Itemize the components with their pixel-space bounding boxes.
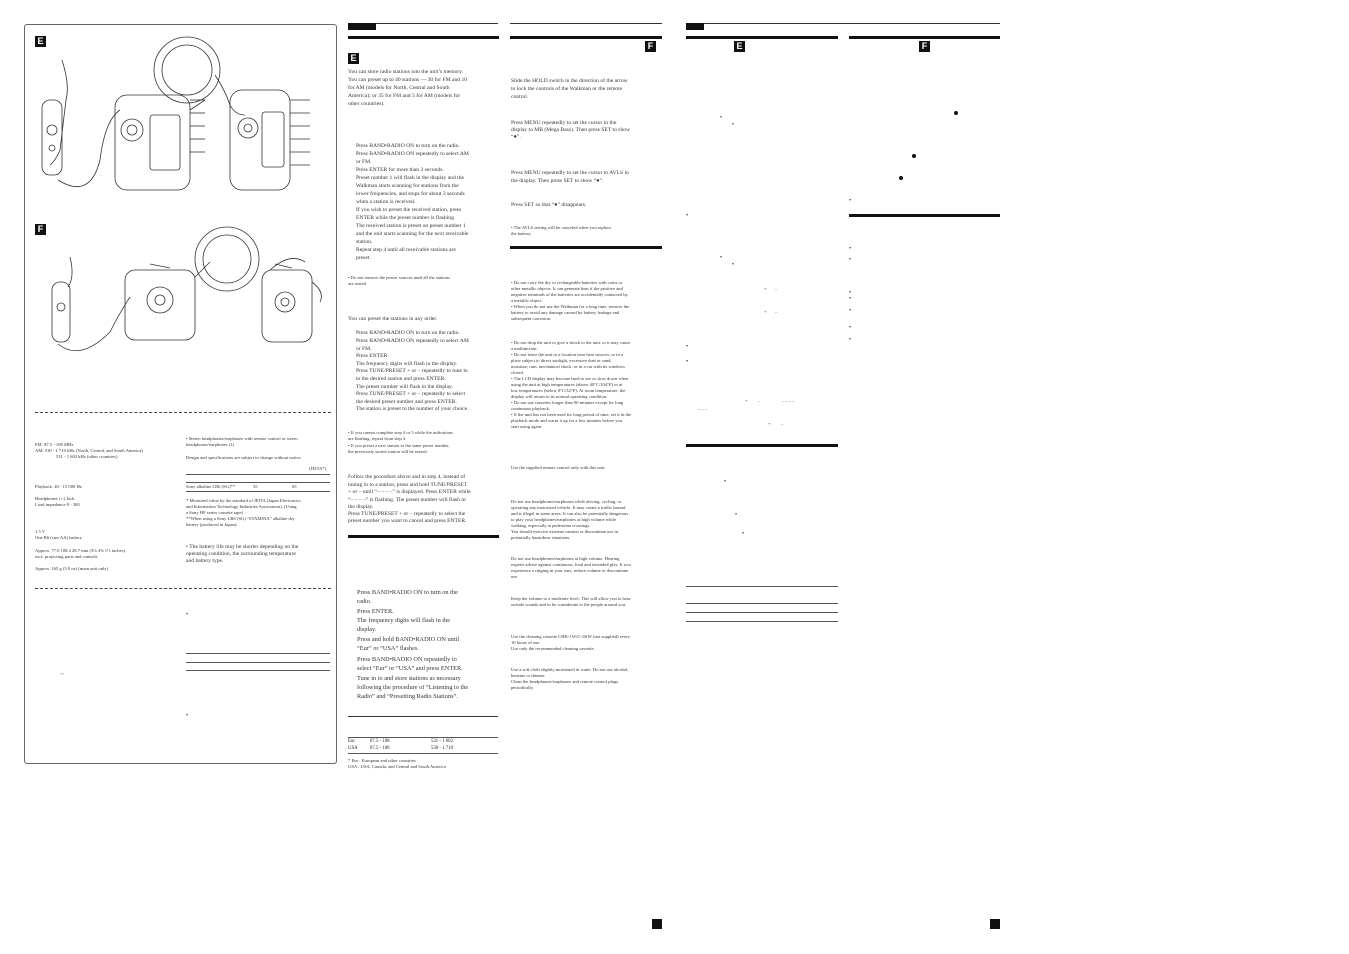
precautions-section-bar	[510, 246, 662, 249]
spec-accessory-2: headphones/earphones (1)	[186, 442, 235, 447]
col4-section-bar	[686, 36, 838, 39]
col5-section-bar-2	[849, 214, 1000, 217]
battery-life-note-3: and battery type.	[186, 558, 224, 564]
page-marker-left	[652, 919, 662, 929]
manual-note-1: • If you cannot complete step 4 or 5 while the indications	[348, 430, 454, 435]
battery-table-bottom	[186, 491, 330, 492]
col4-rule-1	[686, 586, 838, 587]
avls-note-2: the battery.	[511, 231, 532, 236]
col5-bullet-8: •	[849, 337, 852, 343]
battery-table-mid	[186, 482, 330, 483]
col2-header-tab	[348, 23, 376, 30]
col4-bullet-9: •	[735, 512, 738, 518]
mb-text-2: display to MB (Mega Bass). Then press SET to show	[511, 127, 631, 133]
cleaning-2: 10 hours of use.	[511, 640, 541, 645]
col4-header-tab	[686, 23, 704, 30]
spec-jeita: (JEITA*)	[309, 466, 327, 471]
area-table-rule	[348, 716, 498, 717]
badge-f-col3: F	[645, 41, 656, 52]
col3-section-bar	[510, 36, 662, 39]
manual-note-4: the previously stored station will be erased.	[348, 449, 428, 454]
battery-hours-2: 65	[292, 484, 297, 489]
cleaning-3: Use only the recommended cleaning cassette.	[511, 646, 595, 651]
walkman-illustration-e	[30, 30, 330, 220]
col5-bullet-3: •	[849, 257, 852, 263]
hold-text-3: control.	[511, 94, 529, 100]
area-note-usa: USA : USA, Canada, and Central and South America	[348, 764, 446, 769]
spec-playback: Playback: 40 - 15 000 Hz	[35, 484, 82, 489]
col5-bullet-2: •	[849, 246, 852, 252]
walkman-illustration-f	[30, 222, 330, 362]
panel-divider-2	[35, 588, 331, 589]
spec-dimensions: Approx. 77.0 108.4 28.7 mm (3⅛ 4⅜ 1⅓ inches),	[35, 548, 127, 553]
col4-dashes-2: – – –	[698, 406, 708, 411]
col4-minus-3: –	[758, 398, 761, 403]
headphone-symbol-icon: ◠	[60, 672, 65, 677]
col5-dot-2	[912, 154, 916, 158]
area-note-eur: * Eur : European and other countries	[348, 758, 416, 763]
col4-rule-4	[686, 621, 838, 622]
spec-power-battery: One R6 (size AA) battery	[35, 535, 82, 540]
col5-bullet-4: •	[849, 290, 852, 296]
spec-accessory-1: • Stereo headphones/earphones with remote control or stereo	[186, 436, 298, 441]
col3-top-rule	[510, 23, 662, 24]
area-table-bottom	[348, 753, 498, 754]
footnote-star-1: * Measured value by the standard of JEITA (Japan Electronics	[186, 498, 301, 503]
col5-section-bar	[849, 36, 1000, 39]
hold-text-1: Slide the HOLD switch in the direction of the arrow	[511, 78, 628, 84]
footnote-dstar-1: **When using a Sony LR6 (SG) “STAMINA” alkaline dry	[186, 516, 295, 521]
col4-bullet-7: •	[686, 359, 689, 365]
col5-bullet-5: •	[849, 296, 852, 302]
table-row: Eur 87.5 - 108 531 - 1 602	[348, 739, 453, 744]
badge-e-col4: E	[734, 41, 745, 52]
badge-f-top: F	[35, 224, 46, 235]
col4-section-bar-2	[686, 444, 838, 447]
footnote-star-2: and Information Technology Industries Association). (Using	[186, 504, 297, 509]
panel-divider-1	[35, 412, 331, 413]
badge-e-top: E	[35, 36, 46, 47]
col4-bullet-1: •	[720, 115, 723, 121]
panel-rule-1	[186, 653, 330, 654]
col4-plus-3: +	[745, 398, 748, 403]
spec-radio-am-other: 531 - 1 602 kHz (other countries)	[56, 454, 118, 459]
col4-bullet-2: •	[732, 122, 735, 128]
col4-dashes-1: – – – –	[782, 398, 795, 403]
battery-type: Sony alkaline LR6 (SG)**	[186, 484, 236, 489]
area-frequency-table	[348, 738, 459, 752]
col5-bullet-1: •	[849, 198, 852, 204]
badge-f-col5: F	[919, 41, 930, 52]
manual-note-2: are flashing, repeat from step 3.	[348, 436, 407, 441]
mb-text-3: “●”.	[511, 134, 521, 140]
panel-bullet-2: •	[186, 713, 189, 719]
area-section-bar	[348, 535, 499, 538]
avls-text-2: the display. Then press SET to show “●”.	[511, 178, 604, 184]
footnote-star-3: a Sony HF series cassette tape)	[186, 510, 244, 515]
col4-bullet-3: •	[686, 213, 689, 219]
mb-text-1: Press MENU repeatedly to set the cursor in the	[511, 120, 617, 126]
footnote-dstar-2: battery (produced in Japan).	[186, 522, 238, 527]
col4-minus-1: –	[775, 286, 778, 291]
col4-minus-4: –	[781, 421, 784, 426]
auto-note-2: are stored.	[348, 281, 368, 286]
col4-plus-2: +	[764, 309, 767, 314]
avls-cancel: Press SET so that “●” disappears.	[511, 202, 587, 208]
panel-bullet-1: •	[186, 612, 189, 618]
spec-outputs-jack: Headphones (∩) Jack	[35, 496, 75, 501]
col4-bullet-5: •	[732, 262, 735, 268]
hold-text-2: to lock the controls of the Walkman or the remote	[511, 86, 623, 92]
auto-note-1: • Do not remove the power sources until all the stations	[348, 275, 450, 280]
battery-life-note-1: • The battery life may be shorter depending on the	[186, 544, 299, 550]
badge-e-col2: E	[348, 53, 359, 64]
col4-bullet-4: •	[720, 255, 723, 261]
spec-radio-am: AM: 530 - 1 710 kHz (North, Central, and South America)	[35, 448, 143, 453]
avls-note-1: • The AVLS setting will be canceled when you replace	[511, 225, 612, 230]
col4-bullet-8: •	[724, 479, 727, 485]
col4-rule-3	[686, 612, 838, 613]
spec-outputs-impedance: Load impedance 8 - 300	[35, 502, 80, 507]
col5-bullet-6: •	[849, 308, 852, 314]
manual-note-3: • If you preset a new station to the same preset number,	[348, 443, 450, 448]
col4-rule-2	[686, 603, 838, 604]
col5-bullet-7: •	[849, 325, 852, 331]
battery-life-note-2: operating condition, the surrounding temperature	[186, 551, 296, 557]
col4-bullet-6: •	[686, 344, 689, 350]
col4-bullet-10: •	[742, 531, 745, 537]
page-marker-right	[990, 919, 1000, 929]
cabinet-2: benzine or thinner.	[511, 673, 546, 678]
col5-dot-1	[954, 111, 958, 115]
cabinet-3: Clean the headphones/earphones and remote control plugs	[511, 679, 619, 684]
col4-minus-2: –	[775, 309, 778, 314]
table-row: USA 87.5 - 108 530 - 1 710	[348, 746, 453, 751]
col4-plus-4: +	[768, 421, 771, 426]
cabinet-4: periodically.	[511, 685, 534, 690]
panel-rule-3	[186, 670, 330, 671]
manual-intro: You can preset the stations in any order.	[348, 316, 438, 322]
cleaning-1: Use the cleaning cassette CHK-1W/C-1KW (not supplied) every	[511, 634, 630, 639]
spec-dimensions-note: excl. projecting parts and controls	[35, 554, 98, 559]
remote-note: Use the supplied remote control only with this unit.	[511, 465, 606, 470]
avls-text-1: Press MENU repeatedly to set the cursor to AVLS in	[511, 170, 629, 176]
col4-plus-1: +	[764, 286, 767, 291]
col4-top-rule	[686, 23, 1000, 24]
battery-hours-1: 35	[253, 484, 258, 489]
cabinet-1: Use a soft cloth slightly moistened in water. Do not use alcohol,	[511, 667, 629, 672]
spec-power-voltage: 1.5 V	[35, 529, 46, 534]
spec-radio-fm: FM: 87.5 - 108 MHz	[35, 442, 74, 447]
col2-section-bar	[348, 36, 499, 39]
consideration-1: Keep the volume to a moderate level. This will allow you to hear	[511, 596, 631, 601]
panel-rule-2	[186, 662, 330, 663]
consideration-2: outside sounds and to be considerate to the people around you.	[511, 602, 627, 607]
battery-table-top	[186, 474, 330, 475]
col5-dot-3	[899, 176, 903, 180]
spec-design-note: Design and specifications are subject to change without notice.	[186, 455, 302, 460]
spec-mass: Approx. 165 g (5.9 oz) (main unit only)	[35, 566, 109, 571]
